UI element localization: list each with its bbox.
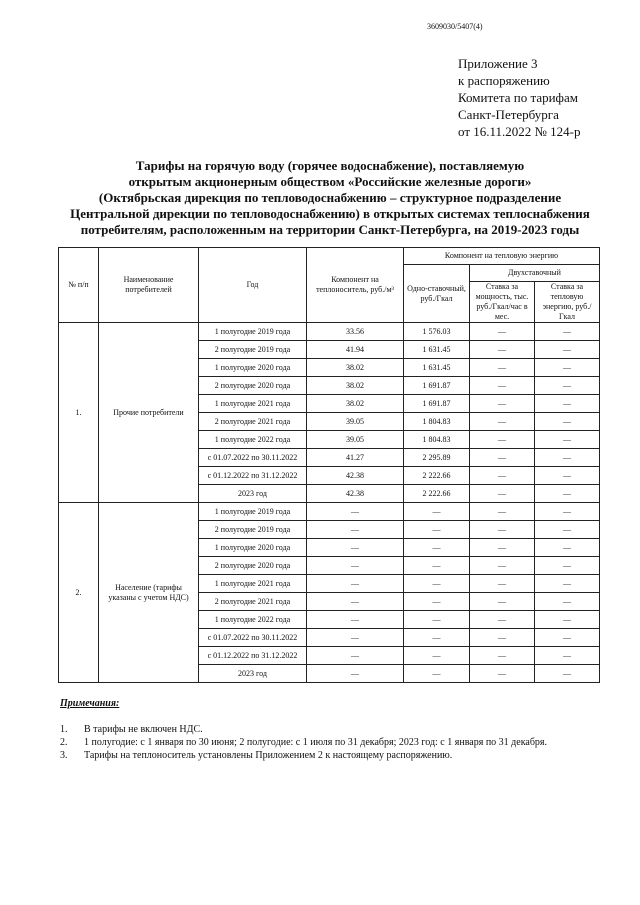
document-number: 3609030/5407(4): [427, 22, 483, 31]
carrier-cell: 41.27: [307, 449, 404, 467]
capacity-rate-cell: —: [470, 611, 535, 629]
energy-rate-cell: —: [535, 593, 600, 611]
energy-rate-cell: —: [535, 611, 600, 629]
header-energy-rate: Ставка за тепловую энергию, руб./Гкал: [535, 282, 600, 323]
header-num: № п/п: [59, 248, 99, 323]
capacity-rate-cell: —: [470, 593, 535, 611]
one-rate-cell: —: [404, 611, 470, 629]
carrier-cell: 41.94: [307, 341, 404, 359]
carrier-cell: 42.38: [307, 485, 404, 503]
carrier-cell: —: [307, 557, 404, 575]
header-year: Год: [199, 248, 307, 323]
energy-rate-cell: —: [535, 539, 600, 557]
capacity-rate-cell: —: [470, 431, 535, 449]
capacity-rate-cell: —: [470, 413, 535, 431]
carrier-cell: 39.05: [307, 431, 404, 449]
one-rate-cell: 1 804.83: [404, 413, 470, 431]
capacity-rate-cell: —: [470, 647, 535, 665]
capacity-rate-cell: —: [470, 467, 535, 485]
carrier-cell: —: [307, 665, 404, 683]
one-rate-cell: —: [404, 665, 470, 683]
capacity-rate-cell: —: [470, 521, 535, 539]
period-cell: с 01.07.2022 по 30.11.2022: [199, 629, 307, 647]
capacity-rate-cell: —: [470, 323, 535, 341]
one-rate-cell: —: [404, 503, 470, 521]
energy-rate-cell: —: [535, 341, 600, 359]
carrier-cell: —: [307, 521, 404, 539]
one-rate-cell: 2 222.66: [404, 467, 470, 485]
header-name: Наименование потребителей: [99, 248, 199, 323]
note-item: [60, 736, 547, 749]
capacity-rate-cell: —: [470, 485, 535, 503]
group-number: 2.: [59, 503, 99, 683]
carrier-cell: 38.02: [307, 395, 404, 413]
consumer-name: Прочие потребители: [99, 323, 199, 503]
energy-rate-cell: —: [535, 557, 600, 575]
period-cell: 2 полугодие 2020 года: [199, 557, 307, 575]
one-rate-cell: —: [404, 557, 470, 575]
one-rate-cell: —: [404, 521, 470, 539]
one-rate-cell: —: [404, 593, 470, 611]
appendix-line: от 16.11.2022 № 124-р: [458, 124, 581, 139]
capacity-rate-cell: —: [470, 359, 535, 377]
energy-rate-cell: —: [535, 503, 600, 521]
consumer-name: Население (тарифы указаны с учетом НДС): [99, 503, 199, 683]
period-cell: 1 полугодие 2019 года: [199, 323, 307, 341]
header-capacity-rate: Ставка за мощность, тыс. руб./Гкал/час в мес.: [470, 282, 535, 323]
capacity-rate-cell: —: [470, 575, 535, 593]
note-number: 1.: [60, 724, 68, 735]
header-carrier: Компонент на теплоноситель, руб./м³: [307, 248, 404, 323]
carrier-cell: —: [307, 647, 404, 665]
energy-rate-cell: —: [535, 413, 600, 431]
note-item: [60, 723, 547, 736]
header-one-rate: Одно-ставочный, руб./Гкал: [404, 265, 470, 323]
notes-heading: Примечания:: [60, 698, 120, 709]
carrier-cell: 38.02: [307, 359, 404, 377]
energy-rate-cell: —: [535, 647, 600, 665]
energy-rate-cell: —: [535, 323, 600, 341]
energy-rate-cell: —: [535, 431, 600, 449]
period-cell: 1 полугодие 2020 года: [199, 539, 307, 557]
carrier-cell: —: [307, 539, 404, 557]
title-line: открытым акционерным обществом «Российские железные дороги»: [128, 174, 532, 189]
note-number: 3.: [60, 750, 68, 761]
one-rate-cell: 1 631.45: [404, 359, 470, 377]
appendix-line: Санкт-Петербурга: [458, 107, 559, 122]
carrier-cell: 42.38: [307, 467, 404, 485]
carrier-cell: 39.05: [307, 413, 404, 431]
one-rate-cell: 1 691.87: [404, 395, 470, 413]
group-number: 1.: [59, 323, 99, 503]
capacity-rate-cell: —: [470, 449, 535, 467]
period-cell: 1 полугодие 2021 года: [199, 575, 307, 593]
note-text: В тарифы не включен НДС.: [84, 724, 203, 735]
period-cell: 2023 год: [199, 665, 307, 683]
carrier-cell: 33.56: [307, 323, 404, 341]
one-rate-cell: —: [404, 575, 470, 593]
header-two-rate: Двухставочный: [470, 265, 600, 282]
title-line: Центральной дирекции по тепловодоснабжению) в открытых системах теплоснабжения: [70, 206, 590, 221]
period-cell: 1 полугодие 2022 года: [199, 431, 307, 449]
period-cell: 2 полугодие 2021 года: [199, 413, 307, 431]
period-cell: 2 полугодие 2019 года: [199, 341, 307, 359]
energy-rate-cell: —: [535, 377, 600, 395]
table-row: [59, 503, 600, 521]
capacity-rate-cell: —: [470, 629, 535, 647]
period-cell: с 01.12.2022 по 31.12.2022: [199, 467, 307, 485]
period-cell: 1 полугодие 2020 года: [199, 359, 307, 377]
energy-rate-cell: —: [535, 449, 600, 467]
carrier-cell: —: [307, 611, 404, 629]
appendix-line: к распоряжению: [458, 73, 550, 88]
table-row: [59, 323, 600, 341]
one-rate-cell: —: [404, 629, 470, 647]
note-item: [60, 749, 547, 762]
carrier-cell: —: [307, 503, 404, 521]
period-cell: с 01.12.2022 по 31.12.2022: [199, 647, 307, 665]
capacity-rate-cell: —: [470, 395, 535, 413]
capacity-rate-cell: —: [470, 341, 535, 359]
title-line: потребителям, расположенным на территории Санкт-Петербурга, на 2019-2023 годы: [80, 222, 580, 237]
one-rate-cell: —: [404, 539, 470, 557]
period-cell: 1 полугодие 2019 года: [199, 503, 307, 521]
period-cell: 2023 год: [199, 485, 307, 503]
period-cell: 1 полугодие 2022 года: [199, 611, 307, 629]
capacity-rate-cell: —: [470, 377, 535, 395]
carrier-cell: —: [307, 575, 404, 593]
one-rate-cell: 1 576.03: [404, 323, 470, 341]
header-energy-group: Компонент на тепловую энергию: [404, 248, 600, 265]
note-text: Тарифы на теплоноситель установлены Приложением 2 к настоящему распоряжению.: [84, 750, 453, 761]
energy-rate-cell: —: [535, 395, 600, 413]
appendix-line: Приложение 3: [458, 56, 538, 71]
capacity-rate-cell: —: [470, 503, 535, 521]
capacity-rate-cell: —: [470, 665, 535, 683]
title-line: Тарифы на горячую воду (горячее водоснабжение), поставляемую: [135, 158, 525, 173]
period-cell: 1 полугодие 2021 года: [199, 395, 307, 413]
energy-rate-cell: —: [535, 629, 600, 647]
note-text: 1 полугодие: с 1 января по 30 июня; 2 полугодие: с 1 июля по 31 декабря; 2023 год: с 1 января по 31 декабря.: [84, 737, 548, 748]
carrier-cell: 38.02: [307, 377, 404, 395]
period-cell: 2 полугодие 2019 года: [199, 521, 307, 539]
one-rate-cell: 1 631.45: [404, 341, 470, 359]
appendix-line: Комитета по тарифам: [458, 90, 578, 105]
document-title: [60, 158, 600, 238]
table-body: [59, 323, 600, 683]
note-number: 2.: [60, 737, 68, 748]
energy-rate-cell: —: [535, 575, 600, 593]
one-rate-cell: 1 804.83: [404, 431, 470, 449]
carrier-cell: —: [307, 593, 404, 611]
tariff-table: [58, 247, 600, 683]
one-rate-cell: 2 295.89: [404, 449, 470, 467]
energy-rate-cell: —: [535, 485, 600, 503]
energy-rate-cell: —: [535, 521, 600, 539]
one-rate-cell: 2 222.66: [404, 485, 470, 503]
period-cell: с 01.07.2022 по 30.11.2022: [199, 449, 307, 467]
title-line: (Октябрьская дирекция по тепловодоснабжению – структурное подразделение: [98, 190, 562, 205]
capacity-rate-cell: —: [470, 557, 535, 575]
period-cell: 2 полугодие 2020 года: [199, 377, 307, 395]
one-rate-cell: 1 691.87: [404, 377, 470, 395]
energy-rate-cell: —: [535, 359, 600, 377]
capacity-rate-cell: —: [470, 539, 535, 557]
notes: [60, 698, 547, 762]
carrier-cell: —: [307, 629, 404, 647]
one-rate-cell: —: [404, 647, 470, 665]
appendix-header: [458, 55, 581, 140]
energy-rate-cell: —: [535, 665, 600, 683]
energy-rate-cell: —: [535, 467, 600, 485]
period-cell: 2 полугодие 2021 года: [199, 593, 307, 611]
